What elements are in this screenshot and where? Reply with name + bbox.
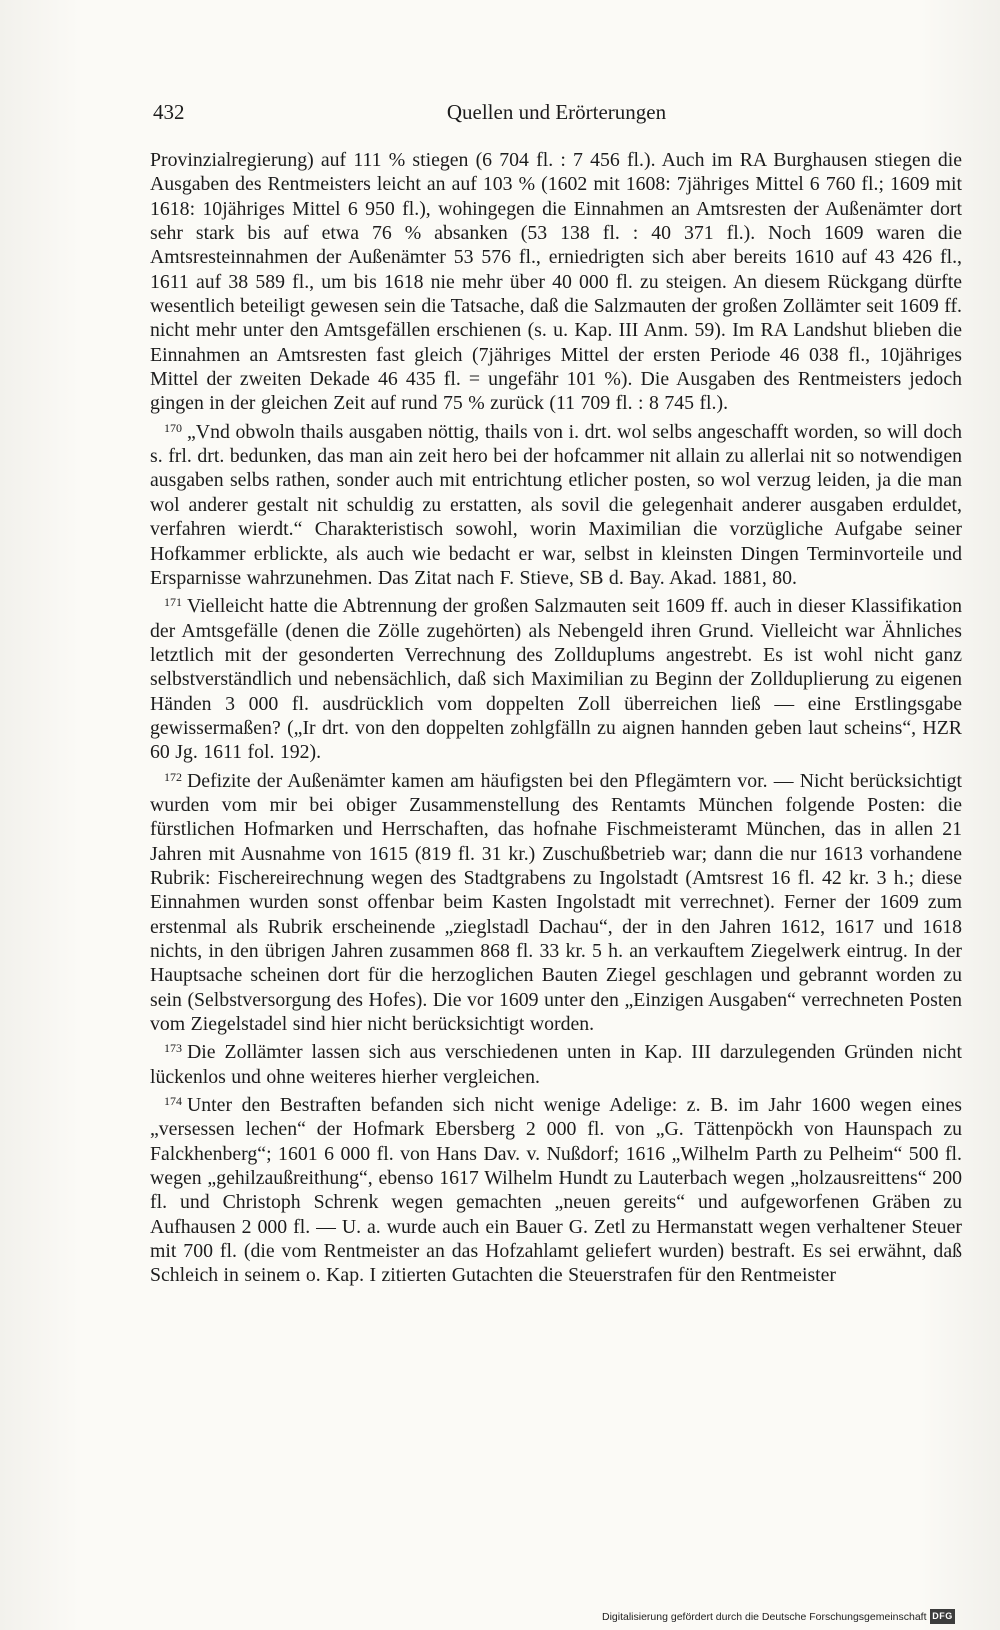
footnote-text: Die Zollämter lassen sich aus verschiedenen unten in Kap. III darzulegenden Gründen nicht lückenlos und ohne weiteres hierher vergleichen.: [150, 1041, 962, 1088]
footnote-number: 174: [164, 1094, 182, 1109]
footnote-text: „Vnd obwoln thails ausgaben nöttig, thails von i. drt. wol selbs angeschafft worden, so will doch s. frl. drt. bedunken, das man ain zeit hero bei der hofcammer nit allain zu allerlai nit so notwendigen ausgaben selbs rathen, sonder auch mit entrichtung etlicher posten, so wol verzug leiden, ja die man wol anderer gestalt nit schuldig zu erstatten, als sovil die gelegenhait anderer ausgaben erduldet, verfahren wierdt.“ Charakteristisch sowohl, worin Maximilian die vorzügliche Aufgabe seiner Hofkammer erblickte, als auch wie bedacht er war, selbst in kleinsten Dingen Terminvorteile und Ersparnisse wahrzunehmen. Das Zitat nach F. Stieve, SB d. Bay. Akad. 1881, 80.: [150, 420, 962, 589]
footnote-170: [150, 416, 962, 590]
footnote-174: [150, 1089, 962, 1288]
body-text: [150, 148, 962, 1288]
footnote-173: [150, 1036, 962, 1089]
dfg-logo: DFG: [930, 1609, 955, 1624]
digitization-credit: Digitalisierung gefördert durch die Deutsche Forschungsgemeinschaft: [602, 1611, 927, 1623]
paragraph-continued: Provinzialregierung) auf 111 % stiegen (6 704 fl. : 7 456 fl.). Auch im RA Burghausen stiegen die Ausgaben des Rentmeisters leicht an auf 103 % (1602 mit 1608: 7jähriges Mittel 6 760 fl.; 1609 mit 1618: 10jähriges Mittel 6 950 fl.), wohingegen die Einnahmen an Amtsresten der Außenämter dort sehr stark bis auf etwa 76 % absanken (53 138 fl. : 40 371 fl.). Noch 1609 waren die Amtsresteinnahmen der Außenämter 53 576 fl., erniedrigten sich aber bereits 1610 auf 43 426 fl., 1611 auf 38 589 fl., um bis 1618 nie mehr über 40 000 fl. zu steigen. An diesem Rückgang dürfte wesentlich beteiligt gewesen sein die Tatsache, daß die Salzmauten der großen Zollämter seit 1609 ff. nicht mehr unter den Amtsgefällen erschienen (s. u. Kap. III Anm. 59). Im RA Landshut blieben die Einnahmen an Amtsresten fast gleich (7jähriges Mittel der ersten Periode 46 038 fl., 10jähriges Mittel der zweiten Dekade 46 435 fl. = ungefähr 101 %). Die Ausgaben des Rentmeisters jedoch gingen in der gleichen Zeit auf rund 75 % zurück (11 709 fl. : 8 745 fl.).: [150, 149, 962, 415]
footnote-number: 172: [164, 769, 182, 784]
footnote-text: Defizite der Außenämter kamen am häufigsten bei den Pflegämtern vor. — Nicht berücksichtigt wurden vom mir bei obiger Zusammenstellung des Rentamts München folgende Posten: die fürstlichen Hofmarken und Herrschaften, das hofnahe Fischmeisteramt München, das in allen 21 Jahren mit Ausnahme von 1615 (819 fl. 31 kr.) Zuschußbetrieb war; dann die nur 1613 vorhandene Rubrik: Fischereirechnung wegen des Stadtgrabens zu Ingolstadt (Amtsrest 16 fl. 42 kr. 3 h.; diese Einnahmen wurden sonst offenbar beim Kasten Ingolstadt mit verrechnet). Ferner der 1609 zum erstenmal als Rubrik erscheinende „zieglstadl Dachau“, der in den Jahren 1612, 1617 und 1618 nichts, in den übrigen Jahren zusammen 868 fl. 33 kr. 5 h. an verkauftem Ziegelwerk eintrug. In der Hauptsache scheinen dort für die herzoglichen Bauten Ziegel geschlagen und gebrannt worden zu sein (Selbstversorgung des Hofes). Die vor 1609 unter den „Einzigen Ausgaben“ verrechneten Posten vom Ziegelstadel sind hier nicht berücksichtigt worden.: [150, 769, 962, 1036]
page-number: 432: [153, 100, 185, 124]
footnote-number: 170: [164, 420, 182, 435]
footnote-171: [150, 590, 962, 764]
footnote-text: Vielleicht hatte die Abtrennung der großen Salzmauten seit 1609 ff. auch in dieser Klassifikation der Amtsgefälle (denen die Zölle zugehörten) als Nebengeld ihren Grund. Vielleicht war Ähnliches letztlich mit der gesonderten Verrechnung des Zollduplums angestrebt. Es ist wohl nicht ganz selbstverständlich und nebensächlich, daß sich Maximilian zu Beginn der Zollduplierung zu eigenen Händen 3 000 fl. ausdrücklich vom doppelten Zoll überreichen ließ — eine Erstlingsgabe gewissermaßen? („Ir drt. von den doppelten zohlgfälln zu aignen hannden geben laut scheins“, HZR 60 Jg. 1611 fol. 192).: [150, 595, 962, 764]
running-head: [153, 100, 960, 130]
footnote-172: [150, 765, 962, 1037]
footnote-number: 171: [164, 595, 182, 610]
footnote-text: Unter den Bestraften befanden sich nicht wenige Adelige: z. B. im Jahr 1600 wegen eines „versessen lechen“ der Hofmark Ebersberg 2 000 fl. von „G. Tättenpöckh von Haunspach zu Falckhenberg“; 1601 6 000 fl. von Hans Dav. v. Nußdorf; 1616 „Wilhelm Parth zu Pelheim“ 500 fl. wegen „gehilzaußreithung“, ebenso 1617 Wilhelm Hundt zu Lauterbach wegen „holzausreittens“ 200 fl. und Christoph Schrenk wegen gemachten „neuen gereits“ und aufgeworfenen Gräben zu Aufhausen 2 000 fl. — U. a. wurde auch ein Bauer G. Zetl zu Hermanstatt wegen verhaltener Steuer mit 700 fl. (die vom Rentmeister an das Hofzahlamt geliefert wurden) bestraft. Es sei erwähnt, daß Schleich in seinem o. Kap. I zitierten Gutachten die Steuerstrafen für den Rentmeister: [150, 1094, 962, 1287]
footnote-number: 173: [164, 1041, 182, 1056]
chapter-title: Quellen und Erörterungen: [446, 100, 667, 124]
